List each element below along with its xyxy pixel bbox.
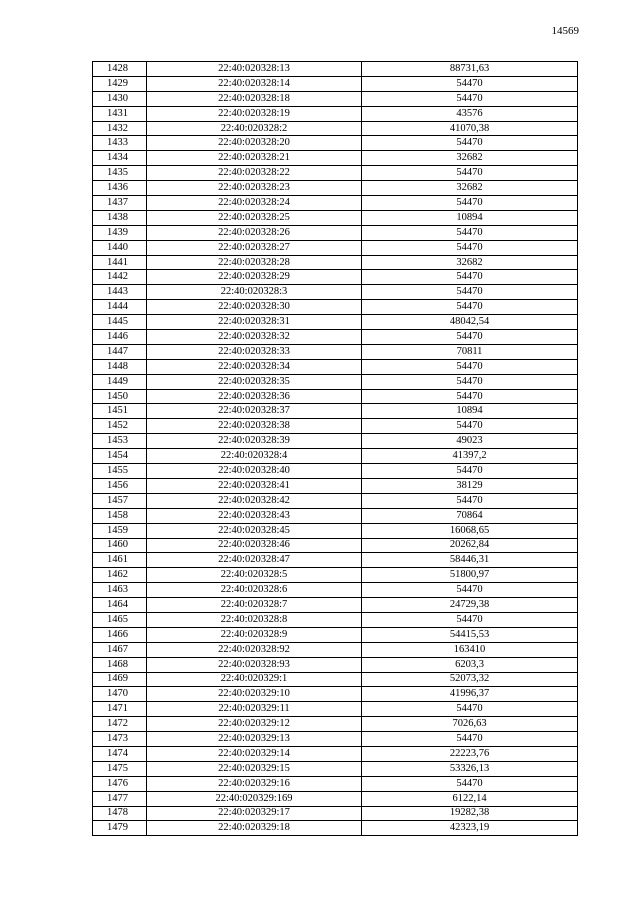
cadastral-number-cell: 22:40:020329:1 [147, 672, 362, 687]
cadastral-number-cell: 22:40:020328:3 [147, 285, 362, 300]
cadastral-value-cell: 54470 [362, 419, 578, 434]
cadastral-value-cell: 54470 [362, 464, 578, 479]
cadastral-value-cell: 10894 [362, 210, 578, 225]
table-row [93, 702, 578, 717]
cadastral-value-cell: 10894 [362, 404, 578, 419]
cadastral-number-cell: 22:40:020328:25 [147, 210, 362, 225]
table-row [93, 255, 578, 270]
cadastral-number-cell: 22:40:020328:38 [147, 419, 362, 434]
cadastral-value-cell: 49023 [362, 434, 578, 449]
cadastral-number-cell: 22:40:020328:18 [147, 91, 362, 106]
cadastral-number-cell: 22:40:020329:13 [147, 732, 362, 747]
table-row [93, 746, 578, 761]
cadastral-value-cell: 43576 [362, 106, 578, 121]
table-row [93, 166, 578, 181]
row-number-cell: 1441 [93, 255, 147, 270]
cadastral-number-cell: 22:40:020329:14 [147, 746, 362, 761]
cadastral-number-cell: 22:40:020328:42 [147, 493, 362, 508]
cadastral-number-cell: 22:40:020328:33 [147, 344, 362, 359]
row-number-cell: 1437 [93, 196, 147, 211]
cadastral-value-cell: 54470 [362, 732, 578, 747]
cadastral-value-cell: 88731,63 [362, 62, 578, 77]
table-row [93, 761, 578, 776]
table-row [93, 359, 578, 374]
table-row [93, 627, 578, 642]
cadastral-value-cell: 22223,76 [362, 746, 578, 761]
row-number-cell: 1462 [93, 568, 147, 583]
cadastral-number-cell: 22:40:020328:36 [147, 389, 362, 404]
row-number-cell: 1442 [93, 270, 147, 285]
row-number-cell: 1458 [93, 508, 147, 523]
table-row [93, 136, 578, 151]
row-number-cell: 1454 [93, 449, 147, 464]
row-number-cell: 1440 [93, 240, 147, 255]
row-number-cell: 1443 [93, 285, 147, 300]
row-number-cell: 1472 [93, 717, 147, 732]
row-number-cell: 1446 [93, 330, 147, 345]
cadastral-number-cell: 22:40:020328:4 [147, 449, 362, 464]
cadastral-number-cell: 22:40:020329:12 [147, 717, 362, 732]
cadastral-number-cell: 22:40:020328:92 [147, 642, 362, 657]
cadastral-number-cell: 22:40:020328:93 [147, 657, 362, 672]
table-row [93, 493, 578, 508]
row-number-cell: 1428 [93, 62, 147, 77]
cadastral-value-cell: 54470 [362, 136, 578, 151]
cadastral-number-cell: 22:40:020328:14 [147, 76, 362, 91]
row-number-cell: 1478 [93, 806, 147, 821]
row-number-cell: 1453 [93, 434, 147, 449]
row-number-cell: 1445 [93, 315, 147, 330]
page-number: 14569 [551, 25, 579, 37]
row-number-cell: 1465 [93, 612, 147, 627]
table-row [93, 196, 578, 211]
row-number-cell: 1456 [93, 478, 147, 493]
table-row [93, 478, 578, 493]
cadastral-value-cell: 38129 [362, 478, 578, 493]
table-row [93, 76, 578, 91]
row-number-cell: 1447 [93, 344, 147, 359]
cadastral-value-cell: 54470 [362, 225, 578, 240]
row-number-cell: 1459 [93, 523, 147, 538]
row-number-cell: 1449 [93, 374, 147, 389]
cadastral-value-cell: 32682 [362, 181, 578, 196]
table-row [93, 62, 578, 77]
cadastral-value-cell: 54470 [362, 285, 578, 300]
row-number-cell: 1433 [93, 136, 147, 151]
row-number-cell: 1477 [93, 791, 147, 806]
table-row [93, 434, 578, 449]
table-row [93, 225, 578, 240]
row-number-cell: 1450 [93, 389, 147, 404]
table-row [93, 672, 578, 687]
cadastral-number-cell: 22:40:020328:32 [147, 330, 362, 345]
table-row [93, 419, 578, 434]
cadastral-number-cell: 22:40:020328:20 [147, 136, 362, 151]
table-row [93, 315, 578, 330]
cadastral-value-cell: 7026,63 [362, 717, 578, 732]
table-body [93, 62, 578, 836]
table-row [93, 330, 578, 345]
table-row [93, 568, 578, 583]
table-row [93, 538, 578, 553]
row-number-cell: 1463 [93, 583, 147, 598]
cadastral-value-cell: 58446,31 [362, 553, 578, 568]
table-row [93, 210, 578, 225]
cadastral-value-cell: 54470 [362, 166, 578, 181]
table-row [93, 270, 578, 285]
table-row [93, 687, 578, 702]
cadastral-value-cell: 20262,84 [362, 538, 578, 553]
row-number-cell: 1460 [93, 538, 147, 553]
cadastral-number-cell: 22:40:020329:16 [147, 776, 362, 791]
cadastral-number-cell: 22:40:020328:6 [147, 583, 362, 598]
cadastral-number-cell: 22:40:020328:21 [147, 151, 362, 166]
row-number-cell: 1466 [93, 627, 147, 642]
table-row [93, 821, 578, 836]
cadastral-number-cell: 22:40:020329:18 [147, 821, 362, 836]
row-number-cell: 1439 [93, 225, 147, 240]
row-number-cell: 1429 [93, 76, 147, 91]
table-row [93, 717, 578, 732]
cadastral-value-cell: 53326,13 [362, 761, 578, 776]
cadastral-number-cell: 22:40:020328:27 [147, 240, 362, 255]
cadastral-value-cell: 54470 [362, 196, 578, 211]
table-row [93, 598, 578, 613]
cadastral-value-cell: 48042,54 [362, 315, 578, 330]
cadastral-value-table [92, 61, 578, 836]
row-number-cell: 1432 [93, 121, 147, 136]
cadastral-value-cell: 54470 [362, 389, 578, 404]
row-number-cell: 1448 [93, 359, 147, 374]
cadastral-number-cell: 22:40:020328:7 [147, 598, 362, 613]
cadastral-number-cell: 22:40:020328:9 [147, 627, 362, 642]
cadastral-value-cell: 41397,2 [362, 449, 578, 464]
cadastral-number-cell: 22:40:020328:34 [147, 359, 362, 374]
cadastral-number-cell: 22:40:020328:47 [147, 553, 362, 568]
table-row [93, 657, 578, 672]
row-number-cell: 1435 [93, 166, 147, 181]
cadastral-value-cell: 32682 [362, 255, 578, 270]
row-number-cell: 1479 [93, 821, 147, 836]
table-row [93, 389, 578, 404]
cadastral-value-cell: 70864 [362, 508, 578, 523]
cadastral-number-cell: 22:40:020328:8 [147, 612, 362, 627]
cadastral-value-cell: 41996,37 [362, 687, 578, 702]
row-number-cell: 1467 [93, 642, 147, 657]
row-number-cell: 1430 [93, 91, 147, 106]
cadastral-value-cell: 54470 [362, 583, 578, 598]
table-row [93, 612, 578, 627]
cadastral-value-cell: 70811 [362, 344, 578, 359]
cadastral-value-cell: 6122,14 [362, 791, 578, 806]
cadastral-value-cell: 54470 [362, 240, 578, 255]
cadastral-value-cell: 54470 [362, 300, 578, 315]
cadastral-value-cell: 32682 [362, 151, 578, 166]
row-number-cell: 1452 [93, 419, 147, 434]
cadastral-number-cell: 22:40:020328:26 [147, 225, 362, 240]
cadastral-value-cell: 6203,3 [362, 657, 578, 672]
cadastral-number-cell: 22:40:020328:23 [147, 181, 362, 196]
cadastral-number-cell: 22:40:020328:40 [147, 464, 362, 479]
cadastral-number-cell: 22:40:020328:2 [147, 121, 362, 136]
table-row [93, 791, 578, 806]
cadastral-number-cell: 22:40:020328:19 [147, 106, 362, 121]
table-row [93, 121, 578, 136]
cadastral-number-cell: 22:40:020328:46 [147, 538, 362, 553]
row-number-cell: 1469 [93, 672, 147, 687]
cadastral-value-cell: 54470 [362, 330, 578, 345]
table-row [93, 553, 578, 568]
cadastral-value-cell: 52073,32 [362, 672, 578, 687]
cadastral-value-cell: 16068,65 [362, 523, 578, 538]
row-number-cell: 1475 [93, 761, 147, 776]
cadastral-number-cell: 22:40:020329:169 [147, 791, 362, 806]
cadastral-number-cell: 22:40:020328:45 [147, 523, 362, 538]
cadastral-number-cell: 22:40:020328:5 [147, 568, 362, 583]
table-row [93, 583, 578, 598]
cadastral-value-cell: 24729,38 [362, 598, 578, 613]
cadastral-value-cell: 54415,53 [362, 627, 578, 642]
cadastral-value-cell: 54470 [362, 493, 578, 508]
cadastral-value-cell: 54470 [362, 374, 578, 389]
table-row [93, 508, 578, 523]
cadastral-number-cell: 22:40:020328:29 [147, 270, 362, 285]
row-number-cell: 1461 [93, 553, 147, 568]
table-row [93, 642, 578, 657]
row-number-cell: 1434 [93, 151, 147, 166]
row-number-cell: 1455 [93, 464, 147, 479]
cadastral-value-cell: 163410 [362, 642, 578, 657]
cadastral-value-cell: 54470 [362, 776, 578, 791]
cadastral-value-cell: 51800,97 [362, 568, 578, 583]
table-row [93, 300, 578, 315]
cadastral-value-cell: 54470 [362, 612, 578, 627]
cadastral-value-cell: 54470 [362, 76, 578, 91]
cadastral-number-cell: 22:40:020328:13 [147, 62, 362, 77]
row-number-cell: 1474 [93, 746, 147, 761]
cadastral-value-cell: 54470 [362, 91, 578, 106]
table-row [93, 91, 578, 106]
row-number-cell: 1457 [93, 493, 147, 508]
cadastral-value-cell: 54470 [362, 359, 578, 374]
cadastral-number-cell: 22:40:020328:39 [147, 434, 362, 449]
cadastral-number-cell: 22:40:020329:10 [147, 687, 362, 702]
cadastral-value-cell: 41070,38 [362, 121, 578, 136]
table-row [93, 344, 578, 359]
row-number-cell: 1444 [93, 300, 147, 315]
table-row [93, 240, 578, 255]
cadastral-number-cell: 22:40:020328:35 [147, 374, 362, 389]
cadastral-number-cell: 22:40:020328:31 [147, 315, 362, 330]
cadastral-number-cell: 22:40:020329:15 [147, 761, 362, 776]
cadastral-value-cell: 19282,38 [362, 806, 578, 821]
cadastral-number-cell: 22:40:020328:22 [147, 166, 362, 181]
table-row [93, 151, 578, 166]
table-row [93, 285, 578, 300]
cadastral-number-cell: 22:40:020328:43 [147, 508, 362, 523]
row-number-cell: 1468 [93, 657, 147, 672]
table-row [93, 806, 578, 821]
row-number-cell: 1431 [93, 106, 147, 121]
table-row [93, 106, 578, 121]
row-number-cell: 1451 [93, 404, 147, 419]
table-row [93, 404, 578, 419]
cadastral-number-cell: 22:40:020328:28 [147, 255, 362, 270]
row-number-cell: 1470 [93, 687, 147, 702]
row-number-cell: 1464 [93, 598, 147, 613]
table-row [93, 523, 578, 538]
row-number-cell: 1476 [93, 776, 147, 791]
row-number-cell: 1438 [93, 210, 147, 225]
cadastral-value-cell: 54470 [362, 270, 578, 285]
cadastral-value-cell: 42323,19 [362, 821, 578, 836]
table-row [93, 449, 578, 464]
cadastral-number-cell: 22:40:020328:41 [147, 478, 362, 493]
cadastral-number-cell: 22:40:020329:17 [147, 806, 362, 821]
row-number-cell: 1473 [93, 732, 147, 747]
row-number-cell: 1471 [93, 702, 147, 717]
cadastral-number-cell: 22:40:020328:37 [147, 404, 362, 419]
cadastral-number-cell: 22:40:020329:11 [147, 702, 362, 717]
table-row [93, 464, 578, 479]
cadastral-value-cell: 54470 [362, 702, 578, 717]
table-row [93, 732, 578, 747]
table-row [93, 776, 578, 791]
table-row [93, 374, 578, 389]
row-number-cell: 1436 [93, 181, 147, 196]
cadastral-number-cell: 22:40:020328:30 [147, 300, 362, 315]
table-row [93, 181, 578, 196]
cadastral-number-cell: 22:40:020328:24 [147, 196, 362, 211]
